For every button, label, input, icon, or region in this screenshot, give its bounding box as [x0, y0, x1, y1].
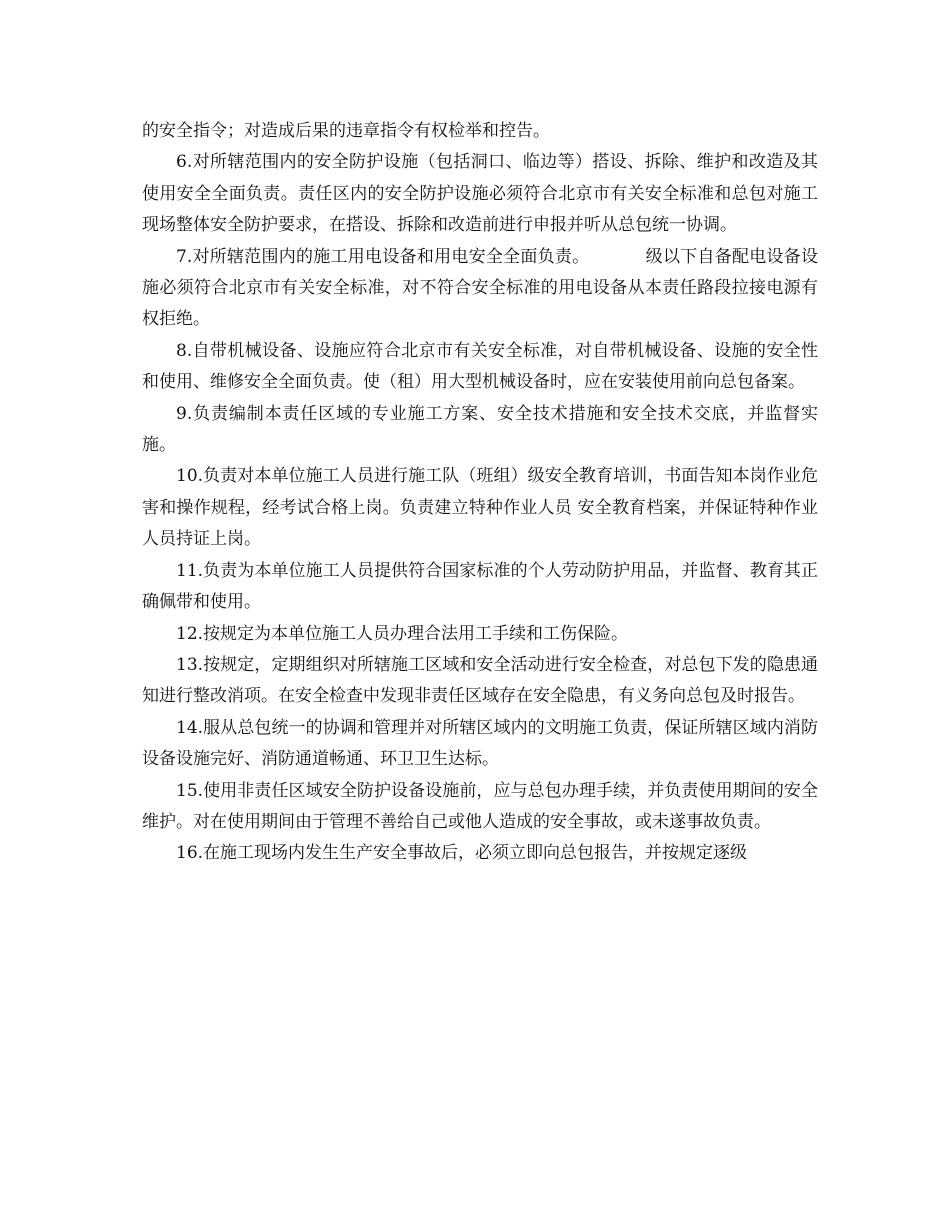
paragraph-item-14: 14.服从总包统一的协调和管理并对所辖区域内的文明施工负责，保证所辖区域内消防设备设施完好、消防通道畅通、环卫卫生达标。 [142, 717, 818, 770]
item-7-text-end: 级以下自备配电设备设施必须符合北京市有关安全标准，对不符合安全标准的用电设备从本责任路段拉接电源有权拒绝。 [142, 246, 819, 330]
paragraph-item-9: 9.负责编制本责任区域的专业施工方案、安全技术措施和安全技术交底，并监督实施。 [142, 403, 818, 456]
item-7-text-start: 7.对所辖范围内的施工用电设备和用电安全全面负责。 [176, 246, 590, 267]
paragraph-item-13: 13.按规定，定期组织对所辖施工区域和安全活动进行安全检查，对总包下发的隐患通知进行整改消项。在安全检查中发现非责任区域存在安全隐患，有义务向总包及时报告。 [142, 654, 818, 707]
paragraph-item-11: 11.负责为本单位施工人员提供符合国家标准的个人劳动防护用品，并监督、教育其正确佩带和使用。 [142, 560, 818, 613]
paragraph-item-15: 15.使用非责任区域安全防护设备设施前，应与总包办理手续，并负责使用期间的安全维护。对在使用期间由于管理不善给自己或他人造成的安全事故，或未遂事故负责。 [142, 780, 818, 832]
document-body [142, 116, 818, 870]
paragraph-item-8: 8.自带机械设备、设施应符合北京市有关安全标准，对自带机械设备、设施的安全性和使用、维修安全全面负责。使（租）用大型机械设备时，应在安装使用前向总包备案。 [142, 340, 818, 393]
paragraph-continuation: 的安全指令；对造成后果的违章指令有权检举和控告。 [142, 121, 550, 141]
paragraph-item-6: 6.对所辖范围内的安全防护设施（包括洞口、临边等）搭设、拆除、维护和改造及其使用安全全面负责。责任区内的安全防护设施必须符合北京市有关安全标准和总包对施工现场整体安全防护要求，在搭设、拆除和改造前进行申报并听从总包统一协调。 [142, 152, 818, 236]
paragraph-item-16: 16.在施工现场内发生生产安全事故后，必须立即向总包报告，并按规定逐级 [176, 843, 748, 864]
paragraph-item-12: 12.按规定为本单位施工人员办理合法用工手续和工伤保险。 [176, 623, 629, 644]
paragraph-item-7 [142, 242, 818, 336]
paragraph-item-10: 10.负责对本单位施工人员进行施工队（班组）级安全教育培训，书面告知本岗作业危害和操作规程，经考试合格上岗。负责建立特种作业人员 安全教育档案，并保证特种作业人员持证上岗。 [142, 466, 818, 550]
